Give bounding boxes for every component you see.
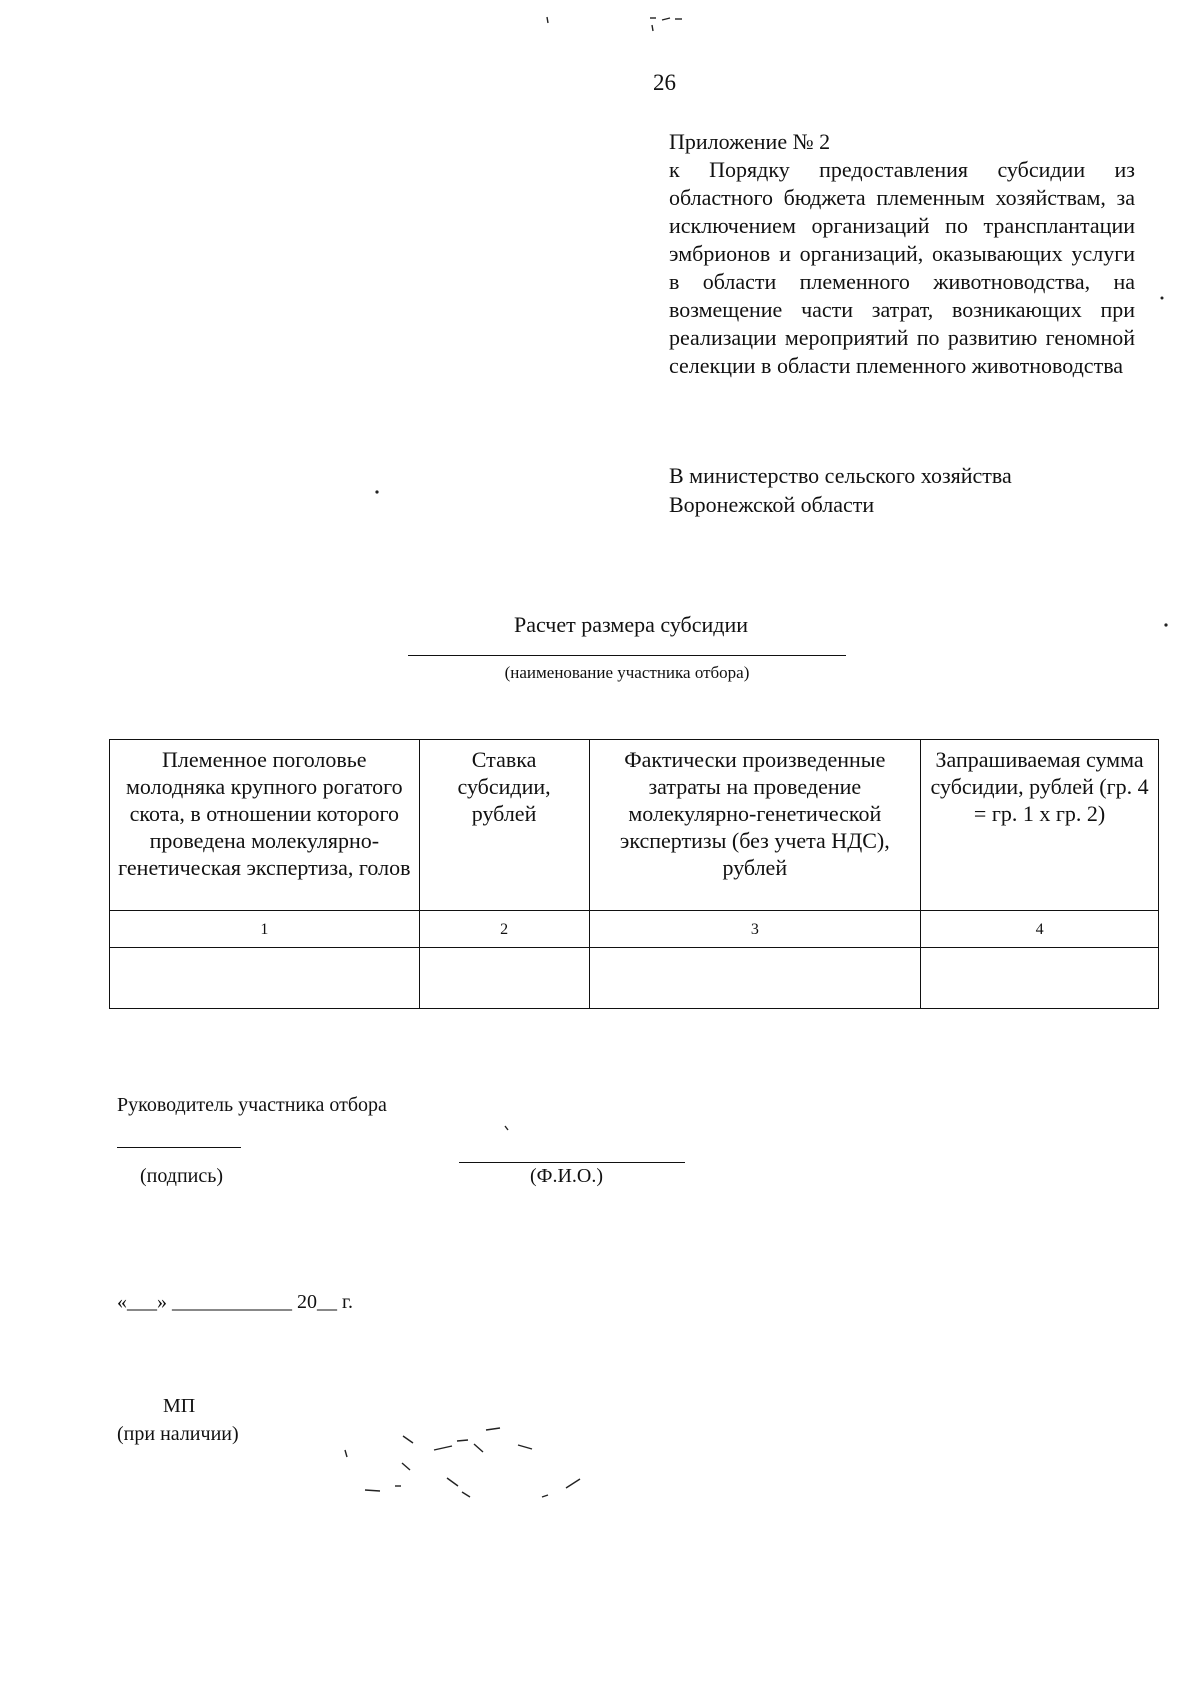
date-line: «___» ____________ 20__ г.: [117, 1291, 353, 1313]
participant-name-line: [408, 655, 846, 656]
stamp-block: [117, 1392, 239, 1448]
appendix-block: [669, 128, 1135, 380]
table-cell-costs[interactable]: [589, 948, 921, 1009]
table-header-row: [110, 740, 1159, 911]
column-header-costs: Фактически произведенные затраты на проведение молекулярно-генетической экспертизы (без учета НДС), рублей: [589, 740, 921, 911]
recipient-line-1: В министерство сельского хозяйства: [669, 463, 1012, 488]
signature-caption: (подпись): [140, 1165, 224, 1187]
subsidy-table: [109, 739, 1159, 1009]
table-cell-requested-sum[interactable]: [921, 948, 1159, 1009]
recipient-line-2: Воронежской области: [669, 492, 875, 517]
table-cell-livestock[interactable]: [110, 948, 420, 1009]
column-number-2: 2: [419, 911, 589, 948]
full-name-caption: (Ф.И.О.): [530, 1165, 604, 1187]
head-of-participant-label: Руководитель участника отбора: [117, 1094, 387, 1116]
table-cell-rate[interactable]: [419, 948, 589, 1009]
column-header-livestock: Племенное поголовье молодняка крупного рогатого скота, в отношении которого проведена молекулярно-генетическая экспертиза, голов: [110, 740, 420, 911]
stamp-label: МП: [163, 1395, 196, 1417]
column-number-3: 3: [589, 911, 921, 948]
full-name-line: [459, 1162, 685, 1163]
participant-name-caption: (наименование участника отбора): [504, 663, 750, 682]
recipient-block: [669, 461, 1149, 519]
stamp-note: (при наличии): [117, 1423, 239, 1445]
calculation-title: Расчет размера субсидии: [513, 612, 749, 637]
appendix-title: Приложение № 2: [669, 129, 831, 154]
column-header-rate: Ставка субсидии, рублей: [419, 740, 589, 911]
table-row: [110, 948, 1159, 1009]
signature-line: [117, 1147, 241, 1148]
page-number: 26: [653, 70, 676, 95]
column-header-requested-sum: Запрашиваемая сумма субсидии, рублей (гр. 4 = гр. 1 х гр. 2): [921, 740, 1159, 911]
column-number-4: 4: [921, 911, 1159, 948]
table-number-row: [110, 911, 1159, 948]
appendix-body: к Порядку предоставления субсидии из областного бюджета племенным хозяйствам, за исключением организаций по трансплантации эмбрионов и организаций, оказывающих услуги в области племенного животноводства, на возмещение части затрат, возникающих при реализации мероприятий по развитию геномной селекции в области племенного животноводства: [669, 157, 1135, 378]
column-number-1: 1: [110, 911, 420, 948]
